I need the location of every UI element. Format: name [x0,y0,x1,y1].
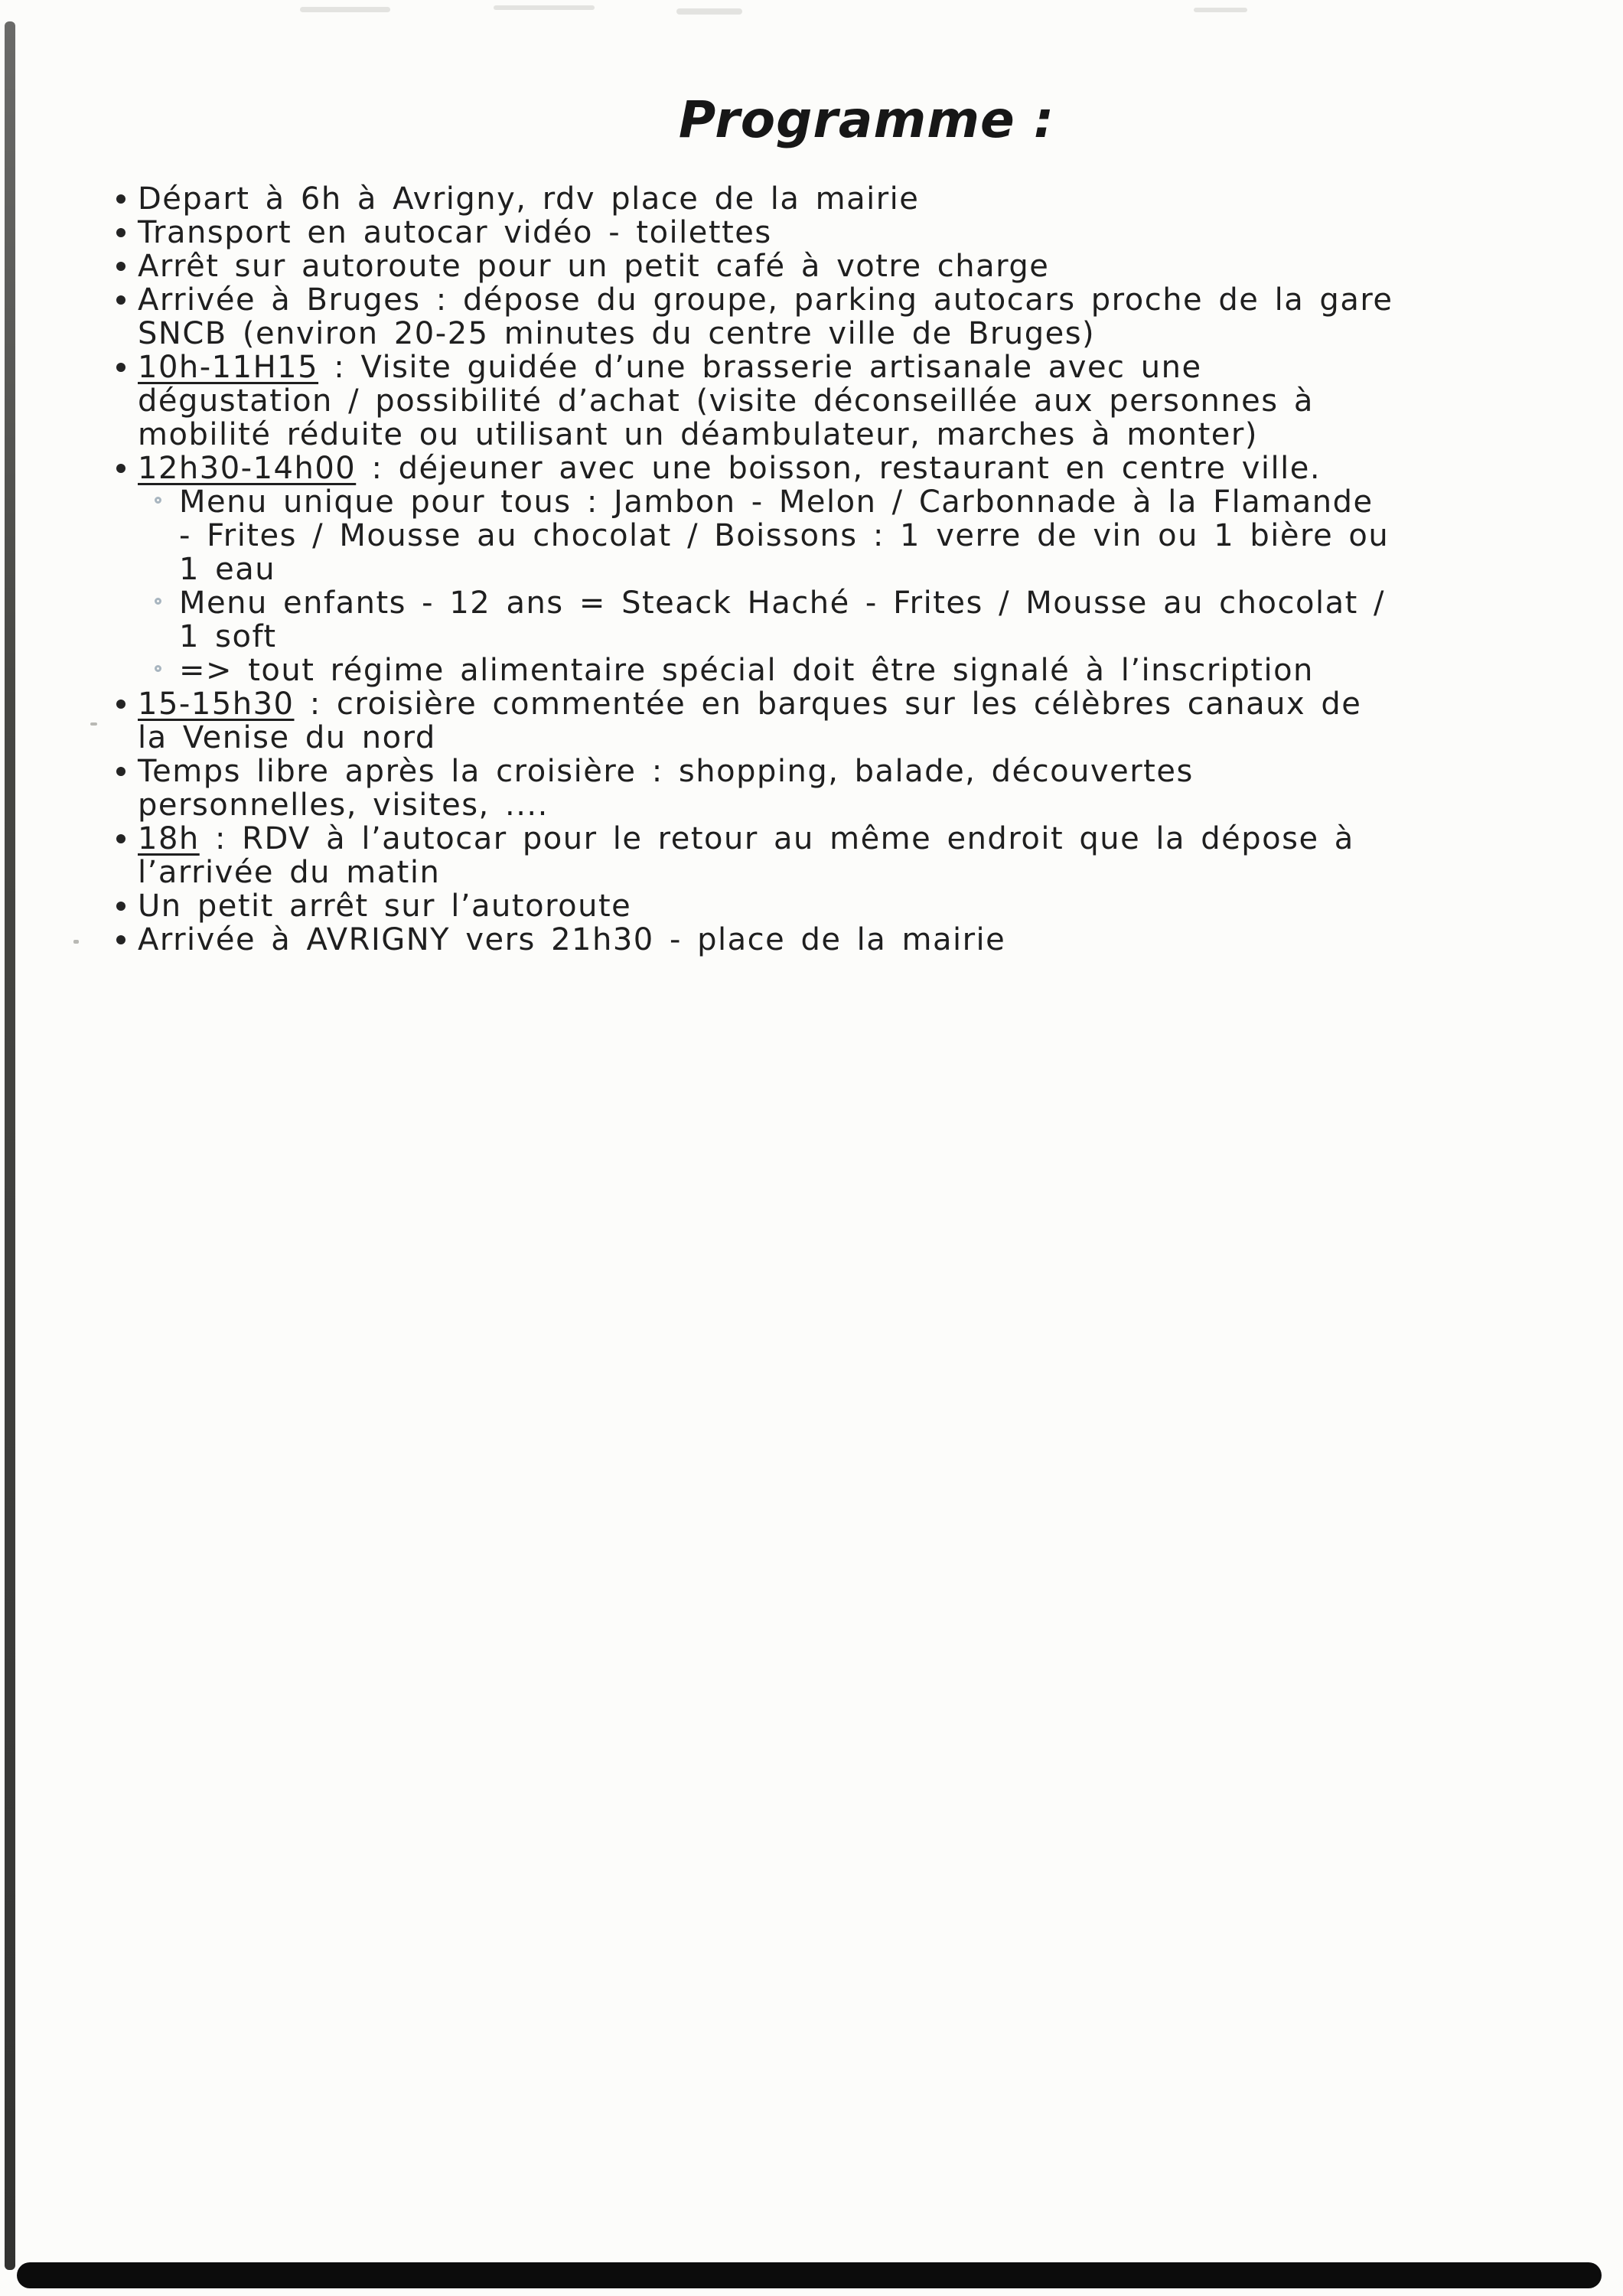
bullet-icon [116,228,125,237]
list-item-text: Arrivée à Bruges : dépose du groupe, parking autocars proche de la gare SNCB (environ 20-25 minutes du centre ville de Bruges) [138,282,1393,351]
time-range: 12h30-14h00 [138,451,357,486]
list-item-text: Menu enfants - 12 ans = Steack Haché - Frites / Mousse au chocolat / 1 soft [179,585,1385,654]
sub-list-item [115,485,1400,586]
list-item [115,923,1400,957]
list-item-text: Menu unique pour tous : Jambon - Melon / Carbonnade à la Flamande - Frites / Mousse au chocolat / Boissons : 1 verre de vin ou 1 bière ou 1 eau [179,484,1390,587]
list-item [115,822,1400,889]
scan-artifact-top-smudge [300,7,390,12]
bullet-icon [116,262,125,271]
scan-artifact-speck [90,722,97,726]
list-item-text: 10h-11H15 : Visite guidée d’une brasserie artisanale avec une dégustation / possibilité d’achat (visite déconseillée aux personnes à mobilité réduite ou utilisant un déambulateur, marches à monter) [138,350,1314,452]
scan-artifact-left-edge [5,21,15,2270]
list-item [115,687,1400,755]
circle-bullet-icon [155,598,161,605]
list-item-text: Arrivée à AVRIGNY vers 21h30 - place de la mairie [138,922,1006,957]
list-item-text: 15-15h30 : croisière commentée en barques sur les célèbres canaux de la Venise du nord [138,687,1362,755]
list-item-text: 12h30-14h00 : déjeuner avec une boisson, restaurant en centre ville. [138,451,1322,486]
bullet-icon [116,834,125,843]
scan-artifact-top-smudge [1194,8,1247,12]
bullet-icon [116,902,125,911]
circle-bullet-icon [155,665,161,672]
scan-artifact-bottom-edge [17,2262,1602,2288]
list-item-text: Transport en autocar vidéo - toilettes [138,215,772,250]
bullet-icon [116,363,125,372]
list-item [115,182,1400,216]
list-item [115,283,1400,351]
bullet-icon [116,194,125,204]
list-item-text: 18h : RDV à l’autocar pour le retour au même endroit que la dépose à l’arrivée du matin [138,821,1354,890]
programme-list [115,182,1400,957]
page-title: Programme : [678,90,1055,149]
list-item [115,755,1400,822]
list-item [115,889,1400,923]
time-range: 10h-11H15 [138,350,319,385]
list-item [115,452,1400,485]
bullet-icon [116,767,125,776]
list-item-text: Départ à 6h à Avrigny, rdv place de la mairie [138,181,920,217]
time-range: 15-15h30 [138,687,295,722]
list-item-text: Arrêt sur autoroute pour un petit café à votre charge [138,249,1050,284]
bullet-icon [116,295,125,305]
scan-artifact-top-smudge [494,5,595,10]
bullet-icon [116,935,125,944]
sub-list-item [115,586,1400,654]
scan-artifact-speck [73,940,79,944]
bullet-icon [116,700,125,709]
scan-artifact-top-smudge [676,8,742,15]
list-item-text: Un petit arrêt sur l’autoroute [138,889,632,924]
time-range: 18h [138,821,200,856]
bullet-icon [116,464,125,473]
list-item-text: Temps libre après la croisière : shopping, balade, découvertes personnelles, visites, .... [138,754,1194,823]
list-item [115,351,1400,452]
list-item [115,216,1400,249]
list-item [115,249,1400,283]
list-item-text: => tout régime alimentaire spécial doit être signalé à l’inscription [179,653,1314,688]
sub-list-item [115,654,1400,687]
circle-bullet-icon [155,497,161,504]
